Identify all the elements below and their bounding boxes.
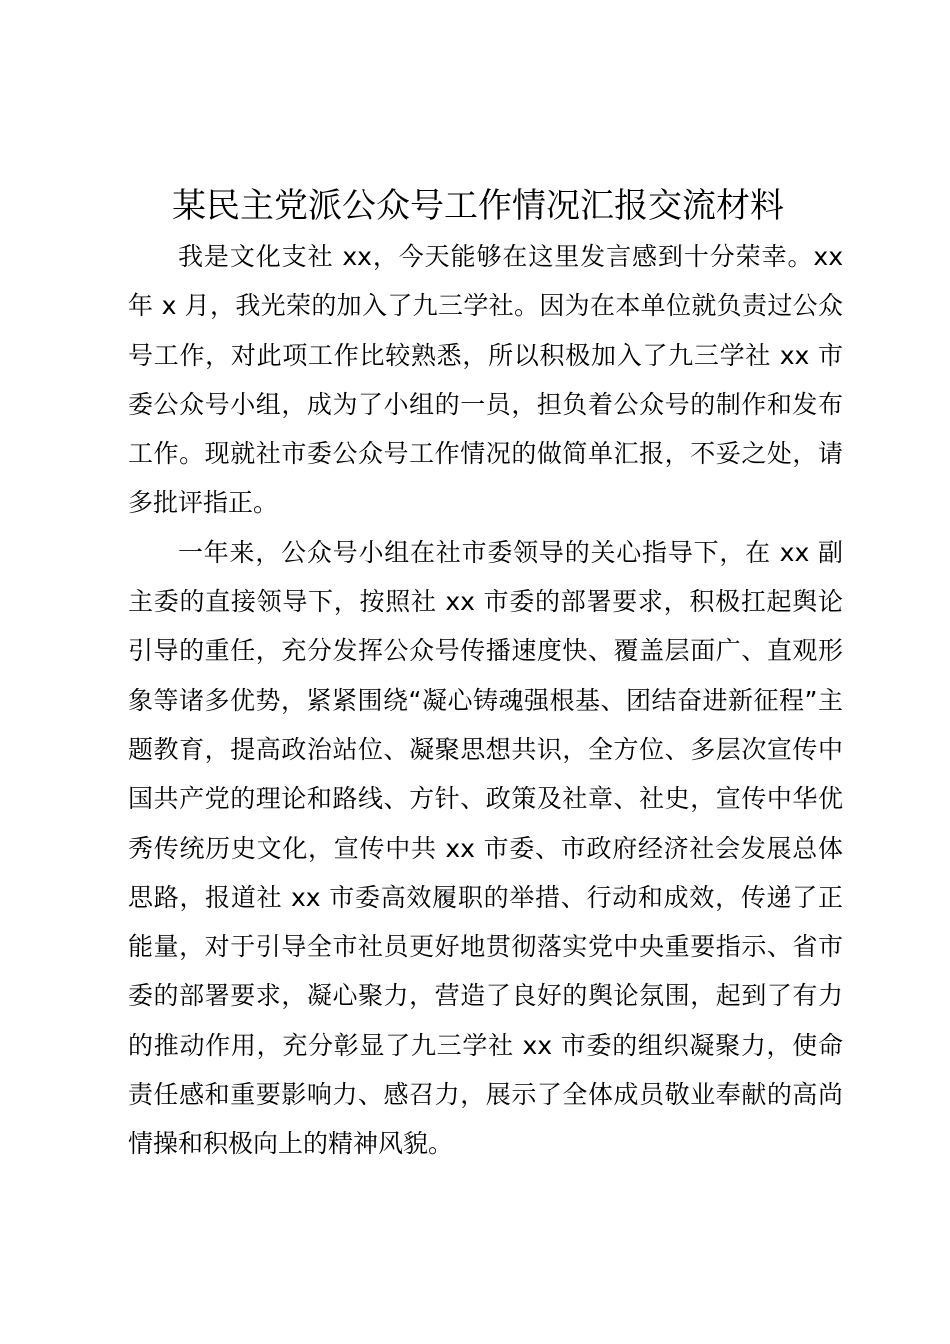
document-body [128, 232, 843, 1169]
document-title: 某民主党派公众号工作情况汇报交流材料 [172, 186, 784, 226]
paragraph-intro: 我是文化支社 xx，今天能够在这里发言感到十分荣幸。xx 年 x 月，我光荣的加入了九三学社。因为在本单位就负责过公众号工作，对此项工作比较熟悉，所以积极加入了九三学社 xx 市委公众号小组，成为了小组的一员，担负着公众号的制作和发布工作。现就社市委公众号工作情况的做简单汇报，不妥之处，请多批评指正。 [128, 242, 843, 518]
paragraph-summary: 一年来，公众号小组在社市委领导的关心指导下，在 xx 副主委的直接领导下，按照社 xx 市委的部署要求，积极扛起舆论引导的重任，充分发挥公众号传播速度快、覆盖层面广、直观形象等诸多优势，紧紧围绕“凝心铸魂强根基、团结奋进新征程”主题教育，提高政治站位、凝聚思想共识，全方位、多层次宣传中国共产党的理论和路线、方针、政策及社章、社史，宣传中华优秀传统历史文化，宣传中共 xx 市委、市政府经济社会发展总体思路，报道社 xx 市委高效履职的举措、行动和成效，传递了正能量，对于引导全市社员更好地贯彻落实党中央重要指示、省市委的部署要求，凝心聚力，营造了良好的舆论氛围，起到了有力的推动作用，充分彰显了九三学社 xx 市委的组织凝聚力，使命责任感和重要影响力、感召力，展示了全体成员敬业奉献的高尚情操和积极向上的精神风貌。 [128, 537, 843, 1159]
